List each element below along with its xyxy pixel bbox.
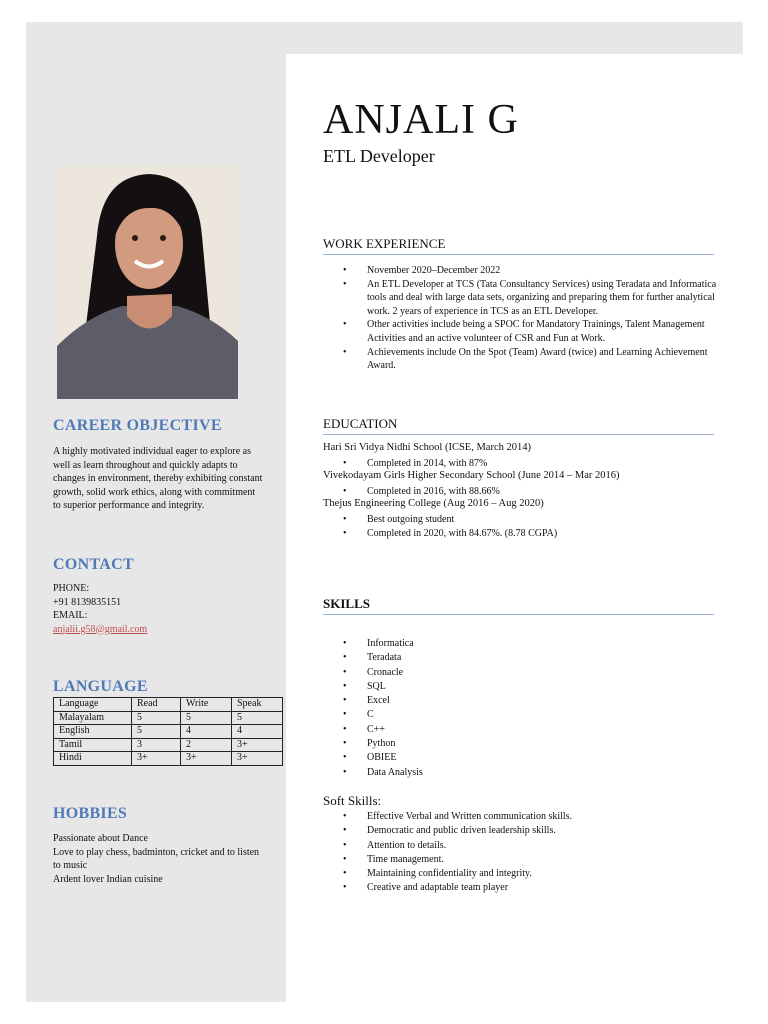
list-item: • Best outgoing student — [323, 513, 718, 527]
school-name: Thejus Engineering College (Aug 2016 – Aug 2020) — [323, 498, 544, 509]
table-row — [54, 711, 283, 725]
table-cell: 5 — [132, 725, 181, 739]
list-item: • Achievements include On the Spot (Team) Award (twice) and Learning Achievement Award. — [323, 346, 718, 373]
list-item: • SQL — [323, 680, 718, 694]
table-cell: Tamil — [54, 738, 132, 752]
language-heading: LANGUAGE — [53, 678, 148, 695]
table-cell: 4 — [181, 725, 232, 739]
hobbies-block — [53, 832, 263, 886]
list-item: • An ETL Developer at TCS (Tata Consultancy Services) using Teradata and Informatica tools and deal with large data sets, organizing and preparing them for further analytical work. 2 years of experience in TCS as an ETL Developer. — [323, 278, 718, 319]
list-item: • Python — [323, 737, 718, 751]
school-name: Hari Sri Vidya Nidhi School (ICSE, March 2014) — [323, 442, 531, 453]
language-table — [53, 697, 283, 766]
list-item: • Time management. — [323, 853, 718, 867]
job-title: ETL Developer — [323, 146, 435, 166]
list-item: • C++ — [323, 723, 718, 737]
contact-heading: CONTACT — [53, 556, 134, 573]
table-cell: Malayalam — [54, 711, 132, 725]
list-item: • OBIEE — [323, 751, 718, 765]
list-item: • Cronacle — [323, 666, 718, 680]
list-item: • Excel — [323, 694, 718, 708]
school-name: Vivekodayam Girls Higher Secondary School (June 2014 – Mar 2016) — [323, 470, 620, 481]
career-objective-heading: CAREER OBJECTIVE — [53, 417, 222, 434]
work-experience-heading: WORK EXPERIENCE — [323, 236, 714, 255]
hobby-item: Passionate about Dance — [53, 833, 148, 844]
list-item: • Data Analysis — [323, 766, 718, 780]
list-item: • Democratic and public driven leadership skills. — [323, 824, 718, 838]
phone-number: +91 8139835151 — [53, 596, 122, 608]
table-cell: 5 — [181, 711, 232, 725]
list-item: • Informatica — [323, 637, 718, 651]
list-item: • Effective Verbal and Written communication skills. — [323, 810, 718, 824]
table-header-cell: Speak — [232, 698, 283, 712]
list-item: • Completed in 2014, with 87% — [323, 457, 718, 471]
email-label: EMAIL: — [53, 610, 88, 621]
table-cell: 5 — [232, 711, 283, 725]
table-cell: 3 — [132, 738, 181, 752]
table-cell: Hindi — [54, 752, 132, 766]
table-header-cell: Write — [181, 698, 232, 712]
career-objective-text: A highly motivated individual eager to explore as well as learn throughout and quickly adapts to changes in environment, thereby exhibiting constant growth, solid work ethics, along with commitment to superior performance and integrity. — [53, 446, 263, 511]
soft-skills-heading: Soft Skills: — [323, 793, 382, 808]
language-table-header — [54, 698, 283, 712]
list-item: • November 2020–December 2022 — [323, 264, 718, 278]
hobby-item: Love to play chess, badminton, cricket and to listen to music — [53, 846, 260, 871]
table-cell: 3+ — [232, 738, 283, 752]
email-link[interactable]: anjalii.g58@gmail.com — [53, 623, 148, 635]
table-cell: English — [54, 725, 132, 739]
school-details — [323, 485, 718, 499]
list-item: • Other activities include being a SPOC for Mandatory Trainings, Talent Management Activities and an active volunteer of CSR and Fun at Work. — [323, 318, 718, 345]
list-item: • Maintaining confidentiality and integrity. — [323, 867, 718, 881]
list-item: • Attention to details. — [323, 839, 718, 853]
table-cell: 2 — [181, 738, 232, 752]
table-cell: 5 — [132, 711, 181, 725]
list-item: • Completed in 2020, with 84.67%. (8.78 CGPA) — [323, 527, 718, 541]
school-details — [323, 457, 718, 471]
list-item: • C — [323, 708, 718, 722]
table-header-cell: Language — [54, 698, 132, 712]
table-cell: 3+ — [232, 752, 283, 766]
profile-photo — [57, 166, 238, 399]
table-cell: 3+ — [132, 752, 181, 766]
list-item: • Teradata — [323, 651, 718, 665]
table-header-cell: Read — [132, 698, 181, 712]
contact-block — [53, 582, 263, 636]
phone-label: PHONE: — [53, 583, 90, 594]
table-cell: 3+ — [181, 752, 232, 766]
education-heading: EDUCATION — [323, 416, 714, 435]
table-cell: 4 — [232, 725, 283, 739]
skills-heading: SKILLS — [323, 596, 714, 615]
list-item: • Completed in 2016, with 88.66% — [323, 485, 718, 499]
hobbies-heading: HOBBIES — [53, 805, 128, 822]
table-row — [54, 752, 283, 766]
table-row — [54, 725, 283, 739]
hobby-item: Ardent lover Indian cuisine — [53, 873, 163, 885]
table-row — [54, 738, 283, 752]
list-item: • Creative and adaptable team player — [323, 881, 718, 895]
work-experience-list — [323, 264, 718, 373]
candidate-name: ANJALI G — [323, 97, 519, 143]
school-details — [323, 513, 718, 540]
skills-list — [323, 637, 718, 780]
soft-skills-list — [323, 810, 718, 896]
